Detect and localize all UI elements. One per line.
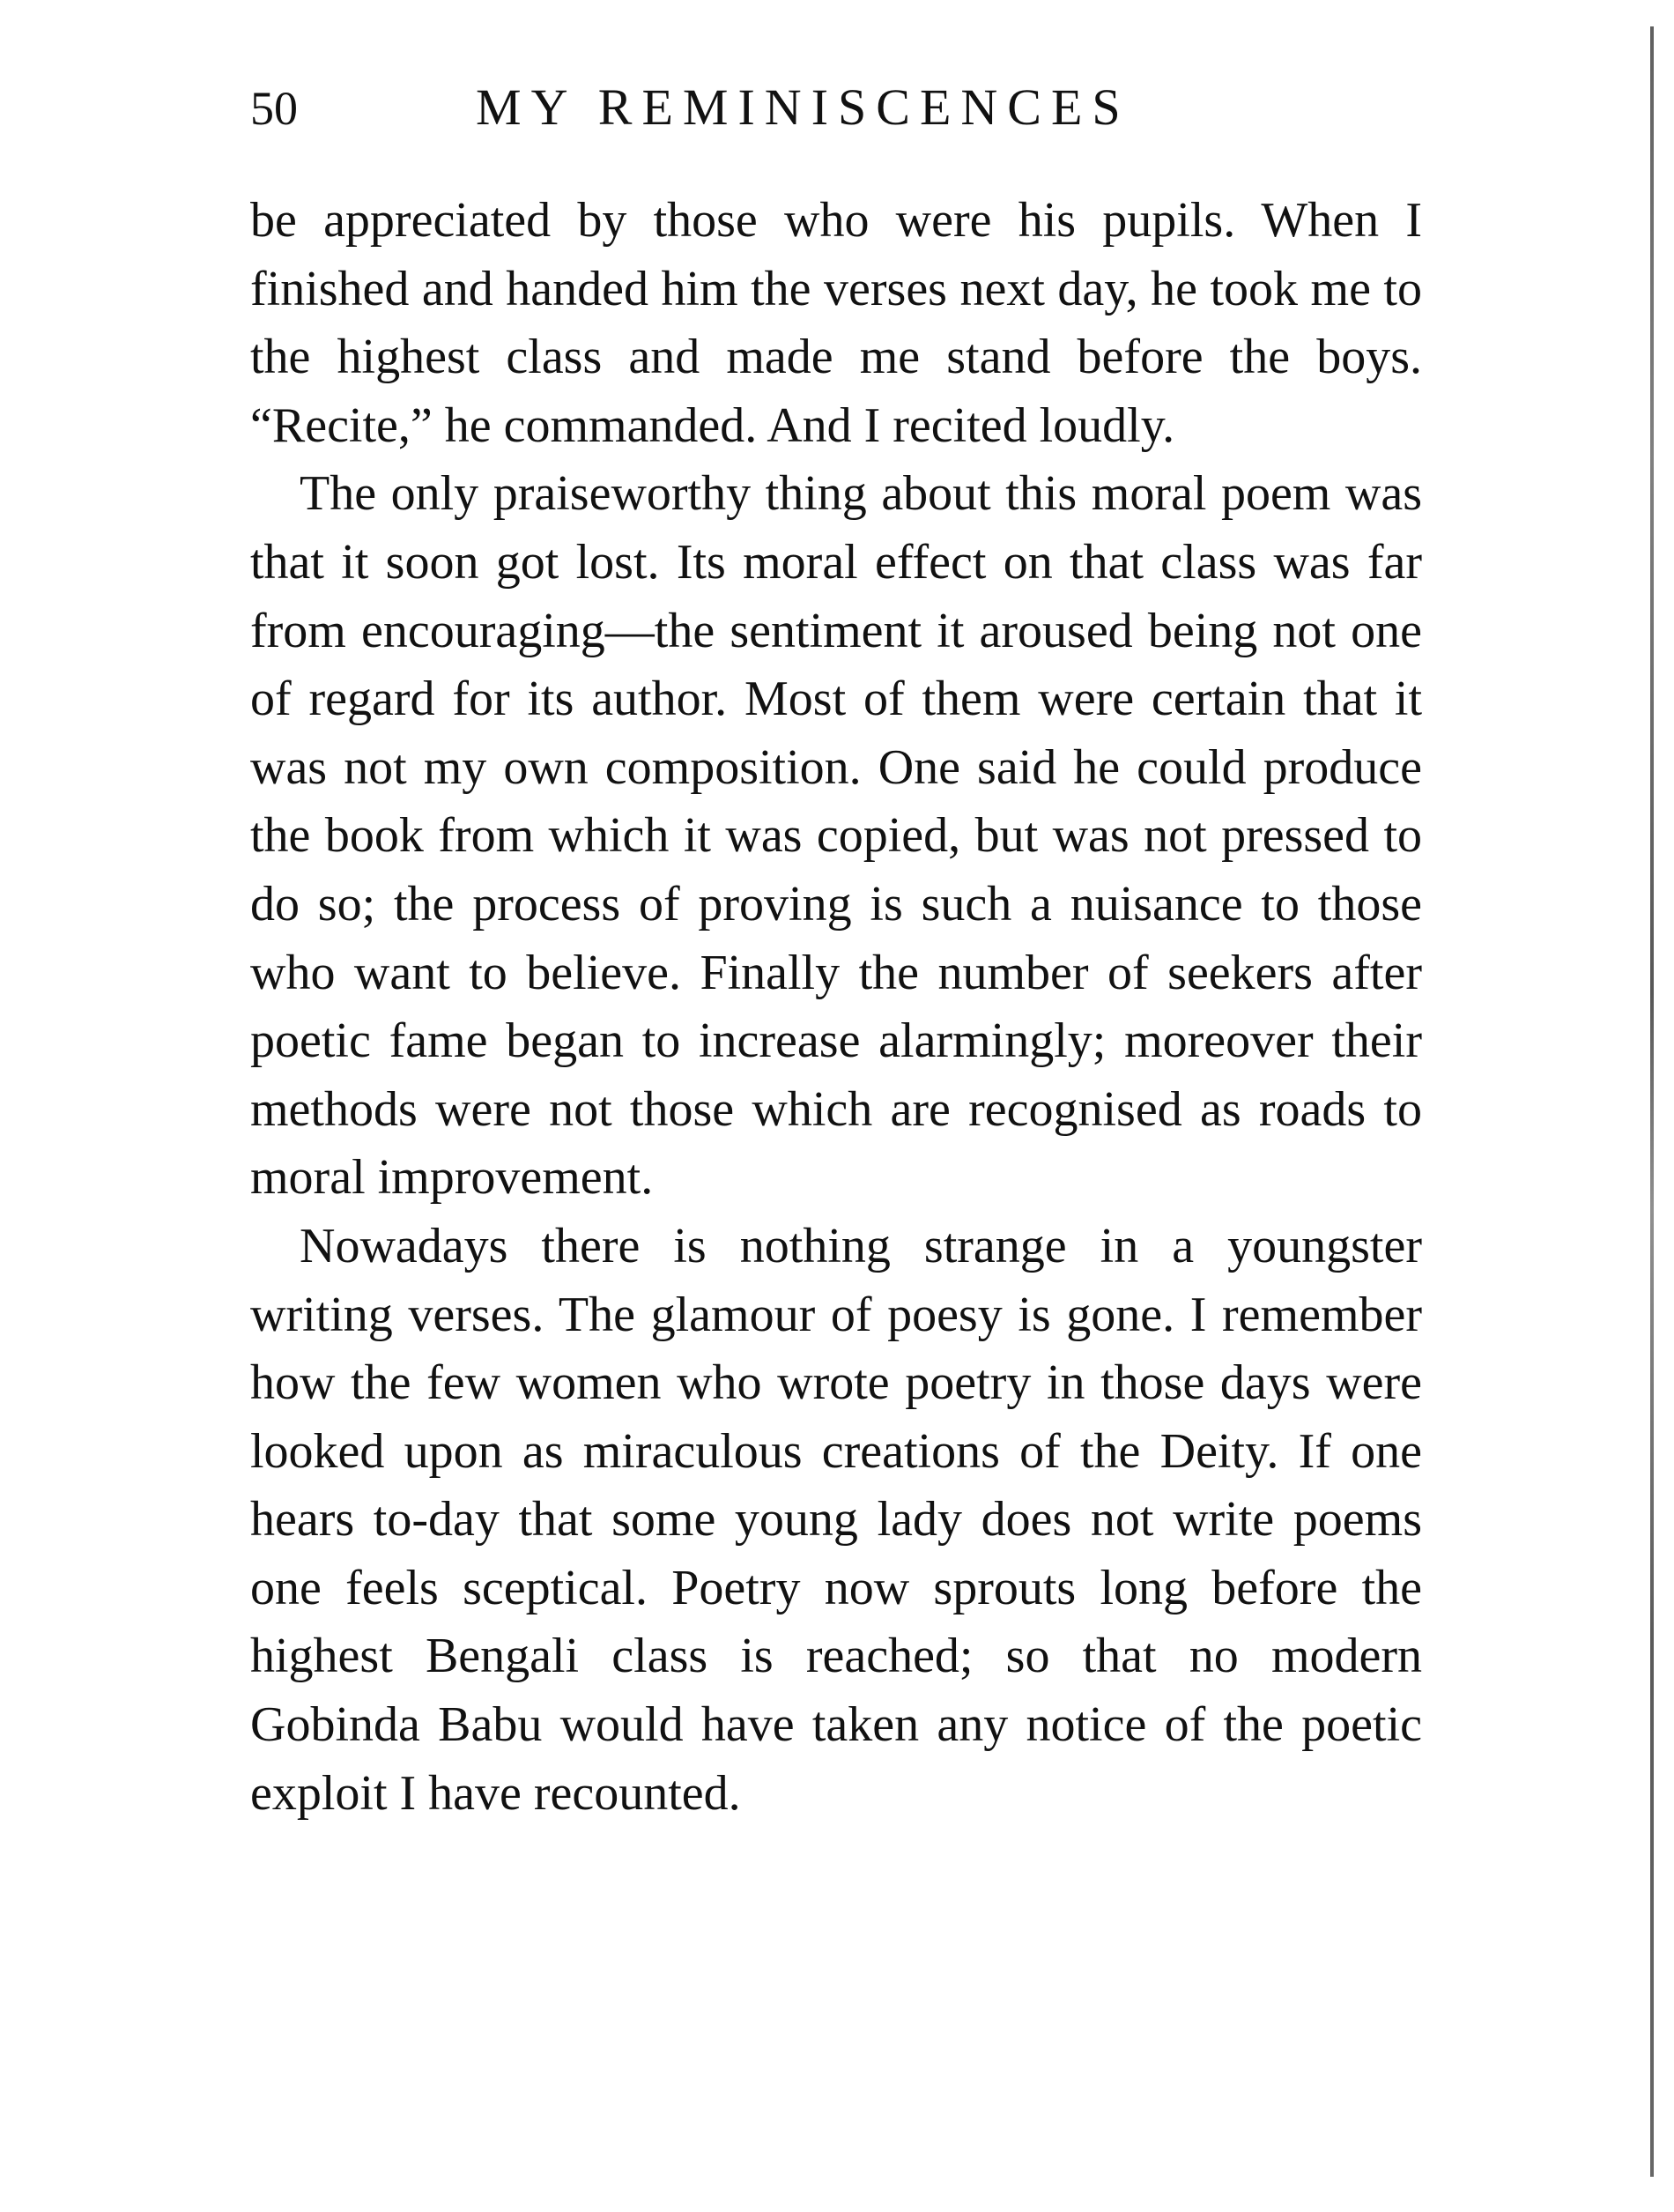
running-head xyxy=(250,78,1422,139)
paragraph-moral-poem: The only praiseworthy thing about this moral poem was that it soon got lost. Its moral effect on that class was far from encouraging—the sentiment it aroused being not one of regard for its author. Most of them were certain that it was not my own composition. One said he could produce the book from which it was copied, but was not pressed to do so; the process of proving is such a nuisance to those who want to believe. Finally the number of seekers after poetic fame began to increase alarmingly; moreover their methods were not those which are recognised as roads to moral improvement. xyxy=(250,466,1422,1206)
paragraph-nowadays: Nowadays there is nothing strange in a youngster writing verses. The glamour of poesy is gone. I remember how the few women who wrote poetry in those days were looked upon as miraculous creations of the Deity. If one hears to-day that some young lady does not write poems one feels sceptical. Poetry now sprouts long before the highest Bengali class is reached; so that no modern Gobinda Babu would have taken any notice of the poetic exploit I have recounted. xyxy=(250,1218,1422,1821)
paragraph-continued: be appreciated by those who were his pupils. When I finished and handed him the verses next day, he took me to the highest class and made me stand before the boys. “Recite,” he commanded. And I recited loudly. xyxy=(250,193,1422,453)
body-text xyxy=(250,187,1422,1828)
page-edge-shadow xyxy=(1650,26,1654,2177)
page-number: 50 xyxy=(250,82,298,135)
running-title: MY REMINISCENCES xyxy=(476,78,1130,136)
